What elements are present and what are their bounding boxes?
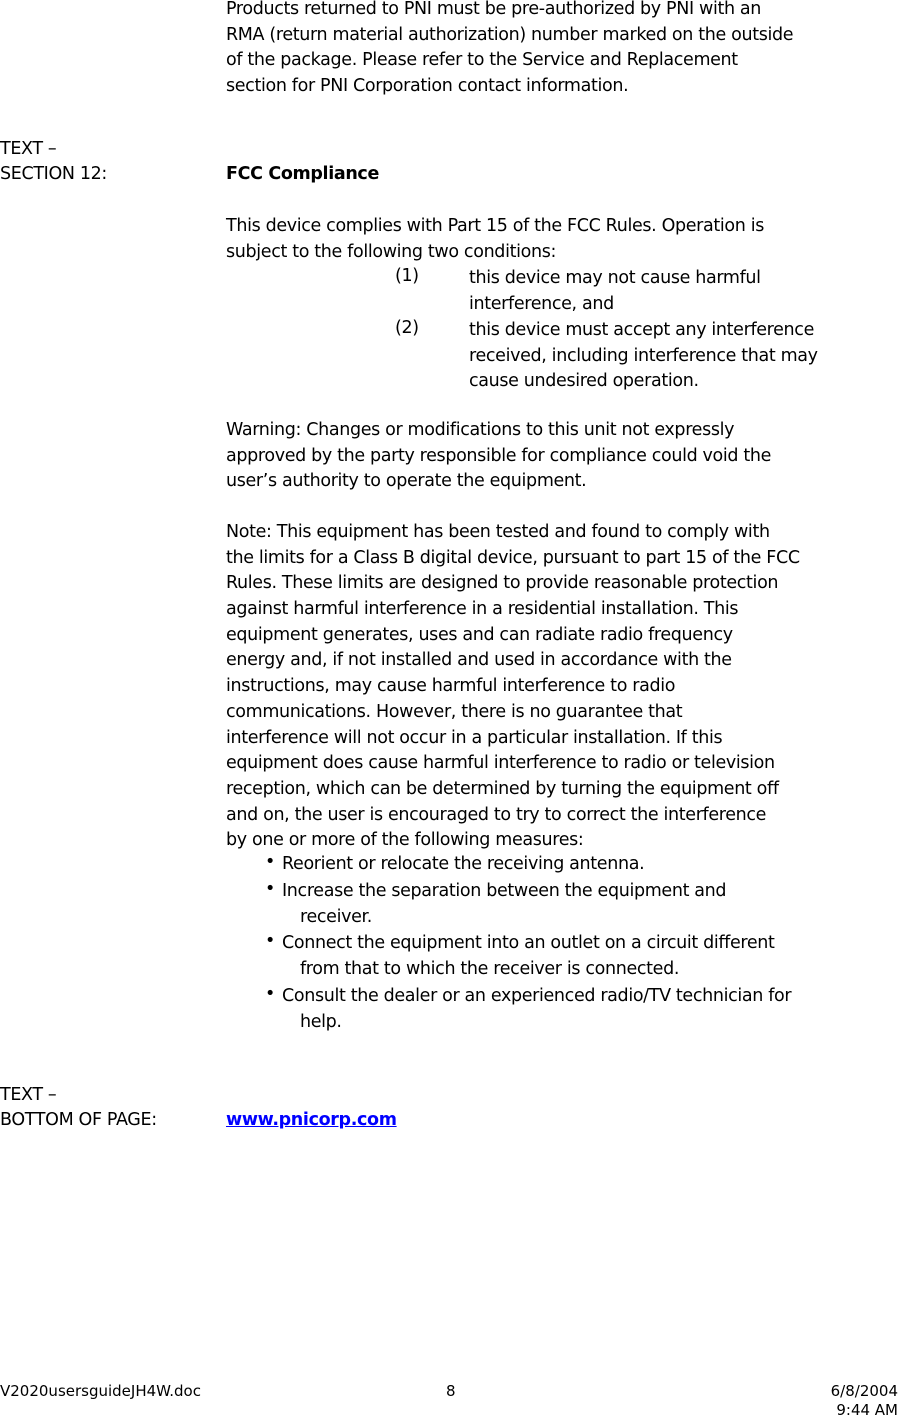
text-line: of the package. Please refer to the Service and Replacement [226, 50, 738, 71]
text-line: received, including interference that may [469, 345, 818, 366]
section-title: FCC Compliance [226, 164, 379, 184]
text-line: Warning: Changes or modifications to this unit not expressly [226, 420, 735, 440]
text-line: section for PNI Corporation contact information. [226, 76, 629, 97]
measure-text [282, 930, 775, 981]
text-line: Consult the dealer or an experienced radio/TV technician for [282, 986, 792, 1006]
footer-date: 6/8/2004 [830, 1382, 898, 1400]
text-line: equipment generates, uses and can radiate radio frequency [226, 624, 733, 645]
footer-filename: V2020usersguideJH4W.doc [0, 1382, 201, 1400]
bullet-icon: • [265, 984, 275, 1004]
compliance-paragraph [226, 214, 898, 265]
note-paragraph [226, 520, 898, 854]
bottom-label-line2: BOTTOM OF PAGE: [0, 1110, 157, 1130]
text-line: RMA (return material authorization) number marked on the outside [226, 24, 794, 45]
text-line: This device complies with Part 15 of the FCC Rules. Operation is [226, 216, 765, 236]
text-line: equipment does cause harmful interference to radio or television [226, 753, 775, 774]
condition-number: (1) [395, 266, 419, 286]
text-line: subject to the following two conditions: [226, 241, 557, 262]
condition-number: (2) [395, 318, 419, 338]
text-line: approved by the party responsible for compliance could void the [226, 445, 772, 466]
measure-text [282, 983, 791, 1034]
text-line: from that to which the receiver is connected. [300, 958, 680, 979]
footer-time: 9:44 AM [836, 1401, 898, 1419]
website-link[interactable]: www.pnicorp.com [226, 1110, 397, 1130]
section-label-line2: SECTION 12: [0, 164, 107, 184]
bullet-icon: • [265, 879, 275, 899]
text-line: Increase the separation between the equipment and [282, 881, 727, 901]
text-line: receiver. [300, 906, 372, 927]
condition-text [469, 265, 761, 316]
text-line: and on, the user is encouraged to try to correct the interference [226, 804, 767, 825]
text-line: interference will not occur in a particular installation. If this [226, 727, 723, 748]
text-line: Reorient or relocate the receiving antenna. [282, 854, 645, 874]
bullet-icon: • [265, 931, 275, 951]
intro-paragraph [226, 0, 898, 100]
footer-page-number: 8 [446, 1382, 456, 1400]
text-line: Rules. These limits are designed to provide reasonable protection [226, 573, 779, 594]
text-line: this device may not cause harmful [469, 268, 761, 288]
text-line: this device must accept any interference [469, 320, 814, 340]
text-line: help. [300, 1011, 342, 1032]
text-line: instructions, may cause harmful interference to radio [226, 676, 676, 697]
measure-text [282, 878, 726, 929]
text-line: Note: This equipment has been tested and found to comply with [226, 522, 770, 542]
text-line: cause undesired operation. [469, 371, 699, 392]
condition-text [469, 317, 818, 394]
text-line: energy and, if not installed and used in accordance with the [226, 650, 732, 671]
text-line: against harmful interference in a residential installation. This [226, 599, 739, 620]
text-line: user’s authority to operate the equipment. [226, 471, 587, 492]
text-line: Products returned to PNI must be pre-authorized by PNI with an [226, 0, 762, 19]
warning-paragraph [226, 418, 898, 495]
text-line: communications. However, there is no guarantee that [226, 701, 683, 722]
bullet-icon: • [265, 852, 275, 872]
measure-text [282, 851, 644, 877]
text-line: reception, which can be determined by turning the equipment off [226, 778, 779, 799]
text-line: by one or more of the following measures: [226, 830, 584, 851]
text-line: the limits for a Class B digital device, pursuant to part 15 of the FCC [226, 547, 800, 568]
section-label-line1: TEXT – [0, 139, 57, 159]
text-line: Connect the equipment into an outlet on a circuit different [282, 933, 775, 953]
text-line: interference, and [469, 293, 614, 314]
bottom-label-line1: TEXT – [0, 1085, 57, 1105]
